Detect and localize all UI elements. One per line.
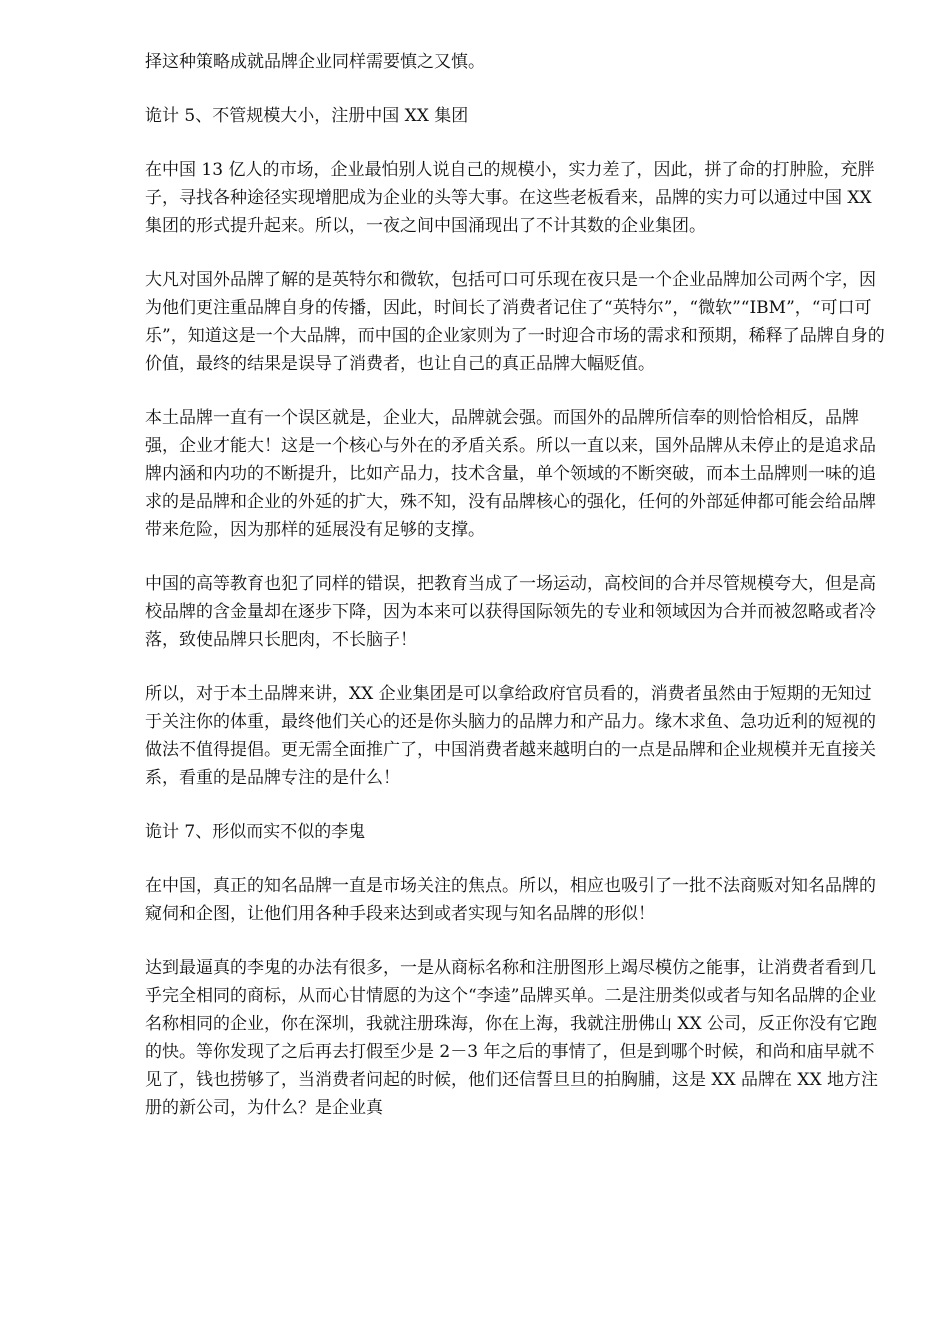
paragraph: 在中国 13 亿人的市场，企业最怕别人说自己的规模小，实力差了，因此，拼了命的打肿脸，充胖子，寻找各种途径实现增肥成为企业的头等大事。在这些老板看来，品牌的实力可以通过中国 XX 集团的形式提升起来。所以，一夜之间中国涌现出了不计其数的企业集团。	[145, 160, 875, 236]
section-heading-7: 诡计 7、形似而实不似的李鬼	[145, 822, 366, 842]
document-body	[145, 48, 885, 1148]
paragraph: 所以，对于本土品牌来讲，XX 企业集团是可以拿给政府官员看的，消费者虽然由于短期的无知过于关注你的体重，最终他们关心的还是你头脑力的品牌力和产品力。缘木求鱼、急功近利的短视的做法不值得提倡。更无需全面推广了，中国消费者越来越明白的一点是品牌和企业规模并无直接关系，看重的是品牌专注的是什么！	[145, 684, 876, 788]
paragraph-continuation: 择这种策略成就品牌企业同样需要慎之又慎。	[145, 52, 485, 72]
paragraph: 大凡对国外品牌了解的是英特尔和微软，包括可口可乐现在夜只是一个企业品牌加公司两个字，因为他们更注重品牌自身的传播，因此，时间长了消费者记住了“英特尔”，“微软”“IBM”，“可口可乐”，知道这是一个大品牌，而中国的企业家则为了一时迎合市场的需求和预期，稀释了品牌自身的价值，最终的结果是误导了消费者，也让自己的真正品牌大幅贬值。	[145, 270, 885, 374]
paragraph: 在中国，真正的知名品牌一直是市场关注的焦点。所以，相应也吸引了一批不法商贩对知名品牌的窥伺和企图，让他们用各种手段来达到或者实现与知名品牌的形似！	[145, 876, 876, 924]
paragraph: 本土品牌一直有一个误区就是，企业大，品牌就会强。而国外的品牌所信奉的则恰恰相反，品牌强，企业才能大！这是一个核心与外在的矛盾关系。所以一直以来，国外品牌从未停止的是追求品牌内涵和内功的不断提升，比如产品力，技术含量，单个领域的不断突破，而本土品牌则一味的追求的是品牌和企业的外延的扩大，殊不知，没有品牌核心的强化，任何的外部延伸都可能会给品牌带来危险，因为那样的延展没有足够的支撑。	[145, 408, 876, 540]
paragraph: 中国的高等教育也犯了同样的错误，把教育当成了一场运动，高校间的合并尽管规模夸大，但是高校品牌的含金量却在逐步下降，因为本来可以获得国际领先的专业和领域因为合并而被忽略或者冷落，致使品牌只长肥肉，不长脑子！	[145, 574, 876, 650]
section-heading-5: 诡计 5、不管规模大小，注册中国 XX 集团	[145, 106, 469, 126]
paragraph: 达到最逼真的李鬼的办法有很多，一是从商标名称和注册图形上竭尽模仿之能事，让消费者看到几乎完全相同的商标，从而心甘情愿的为这个“李逵”品牌买单。二是注册类似或者与知名品牌的企业名称相同的企业，你在深圳，我就注册珠海，你在上海，我就注册佛山 XX 公司，反正你没有它跑的快。等你发现了之后再去打假至少是 2－3 年之后的事情了，但是到哪个时候，和尚和庙早就不见了，钱也捞够了，当消费者问起的时候，他们还信誓旦旦的拍胸脯，这是 XX 品牌在 XX 地方注册的新公司，为什么？是企业真	[145, 958, 879, 1118]
